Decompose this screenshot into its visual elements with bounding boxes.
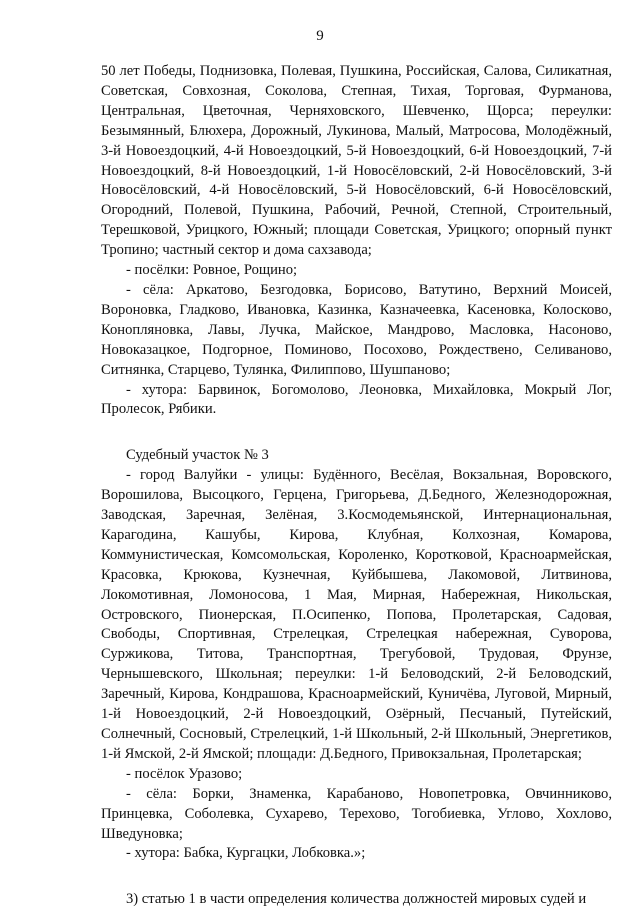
villages-list-item: - сёла: Борки, Знаменка, Карабаново, Новопетровка, Овчинниково, Принцевка, Соболевка, Сухарево, Терехово, Тогобиевка, Углово, Хохлово, Шведуновка; <box>101 785 612 842</box>
amendment-paragraph: 3) статью 1 в части определения количества должностей мировых судей и <box>126 891 587 908</box>
city-streets-paragraph: - город Валуйки - улицы: Будённого, Весёлая, Вокзальная, Воровского, Ворошилова, Высоцкого, Герцена, Григорьева, Д.Бедного, Железнодорожная, Заводская, Заречная, Зелёная, 3.Космодемьянской, Интернациональная, Карагодина, Кашубы, Кирова, Клубная, Колхозная, Комарова, Коммунистическая, Комсомольская, Короленко, Коротковой, Красноармейская, Красовка, Крюкова, Кузнечная, Куйбышева, Лакомовой, Литвинова, Локомотивная, Ломоносова, 1 Мая, Мирная, Набережная, Никольская, Островского, Пионерская, П.Осипенко, Попова, Пролетарская, Садовая, Свободы, Спортивная, Стрелецкая, Стрелецкая набережная, Суворова, Суржикова, Титова, Транспортная, Трегубовой, Трудовая, Фрунзе, Чернышевского, Школьная; переулки: 1-й Беловодский, 2-й Беловодский, Заречный, Кирова, Кондрашова, Красноармейский, Куничёва, Луговой, Мирный, 1-й Новоездоцкий, 2-й Новоездоцкий, Озёрный, Песчаный, Путейский, Солнечный, Сосновый, Стрелецкий, 1-й Школьный, 2-й Школьный, Энергетиков, 1-й Ямской, 2-й Ямской; площади: Д.Бедного, Привокзальная, Пролетарская; <box>101 467 612 762</box>
hamlets-list-item: - хутора: Бабка, Кургацки, Лобковка.»; <box>126 845 366 862</box>
court-district-heading: Судебный участок № 3 <box>126 447 269 464</box>
streets-list-paragraph: 50 лет Победы, Поднизовка, Полевая, Пушкина, Российская, Салова, Силикатная, Советская, Совхозная, Соколова, Степная, Тихая, Торговая, Фурманова, Центральная, Цветочная, Черняховского, Шевченко, Щорса; переулки: Безымянный, Блюхера, Дорожный, Лукинова, Малый, Матросова, Молодёжный, 3-й Новоездоцкий, 4-й Новоездоцкий, 5-й Новоездоцкий, 6-й Новоездоцкий, 7-й Новоездоцкий, 8-й Новоездоцкий, 1-й Новосёловский, 2-й Новосёловский, 3-й Новосёловский, 4-й Новосёловский, 5-й Новосёловский, 6-й Новосёловский, Огородний, Полевой, Пушкина, Рабочий, Речной, Степной, Строительный, Терешковой, Урицкого, Южный; площади Советская, Урицкого; опорный пункт Тропино; частный сектор и дома сахзавода; <box>101 63 612 259</box>
document-body <box>101 62 612 910</box>
villages-list-item: - сёла: Аркатово, Безгодовка, Борисово, Ватутино, Верхний Моисей, Вороновка, Гладково, Ивановка, Казинка, Казначеевка, Касеновка, Колосково, Конопляновка, Лавы, Лучка, Майское, Мандрово, Масловка, Насоново, Новоказацкое, Подгорное, Поминово, Посохово, Рождествено, Селиваново, Ситнянка, Старцево, Тулянка, Филиппово, Шушпаново; <box>101 281 612 378</box>
settlements-list-item: - посёлки: Ровное, Рощино; <box>126 262 298 279</box>
hamlets-list-item: - хутора: Барвинок, Богомолово, Леоновка, Михайловка, Мокрый Лог, Пролесок, Рябики. <box>101 381 612 418</box>
settlement-list-item: - посёлок Уразово; <box>126 765 243 782</box>
page-number: 9 <box>316 28 324 44</box>
